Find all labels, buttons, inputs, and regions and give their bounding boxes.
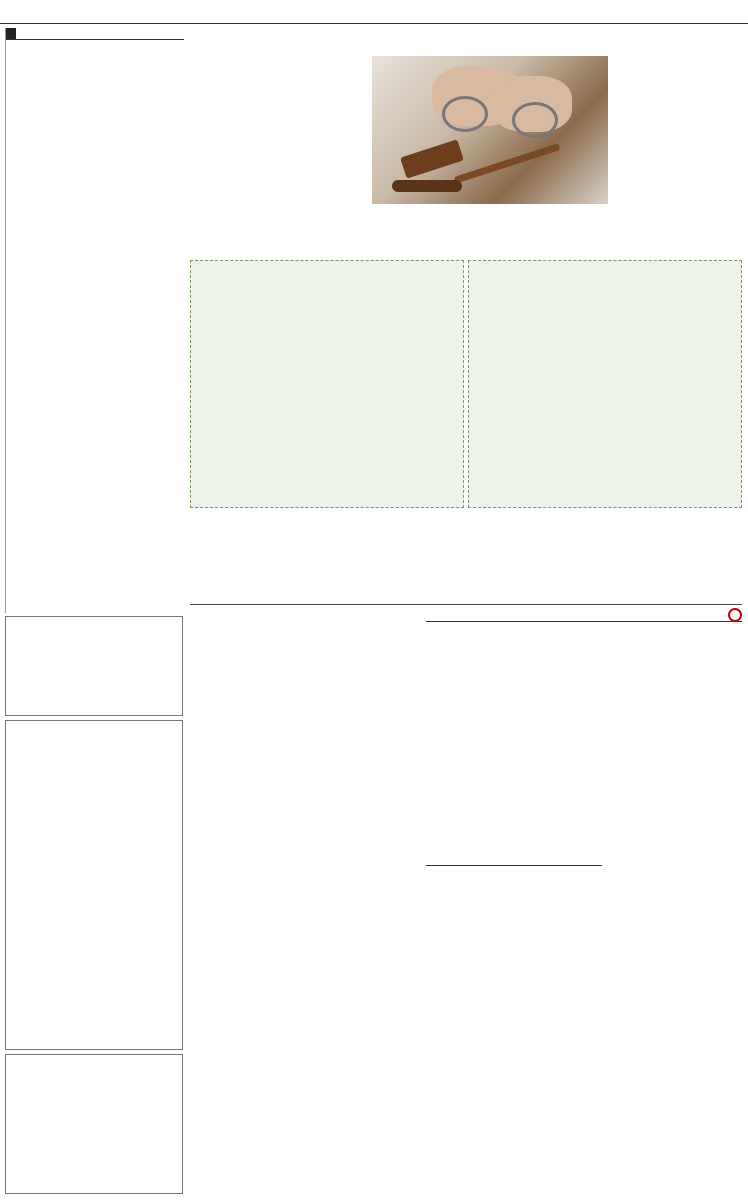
lead-body-left [190,56,366,256]
article-body [6,54,184,204]
lead-body-right [612,30,742,258]
row-numbers [592,637,600,795]
divider [190,604,742,605]
down-clues [604,992,742,1192]
crossword-clues [604,626,742,1194]
article-body [6,232,184,362]
crossword-extra-clues [426,800,602,850]
article-body [190,934,420,1074]
lead-photo [372,56,608,204]
crossword-grid [432,628,600,796]
ad-box [5,1054,183,1194]
article-body [190,530,742,602]
ad-box [5,616,183,716]
lead-photo-caption [372,207,608,257]
crossword-header [426,608,742,622]
middle-column [190,608,420,1194]
across-clues [604,636,742,976]
short-news-column [5,28,183,613]
ad-body [9,1077,181,1177]
short-news-tag [6,28,16,39]
ad-body [9,639,181,699]
box-body [474,277,738,503]
article-body [190,622,420,762]
news-box [190,260,464,508]
article-body [6,558,184,613]
ad-box [5,720,183,1050]
article-body [6,390,184,540]
masthead [0,0,748,24]
news-box [468,260,742,508]
crossword-logo-icon [728,608,742,622]
column-numbers [440,628,598,636]
box-body [196,277,460,503]
article-body [190,1106,420,1194]
article-body [190,782,420,902]
ad-body [9,745,181,1025]
